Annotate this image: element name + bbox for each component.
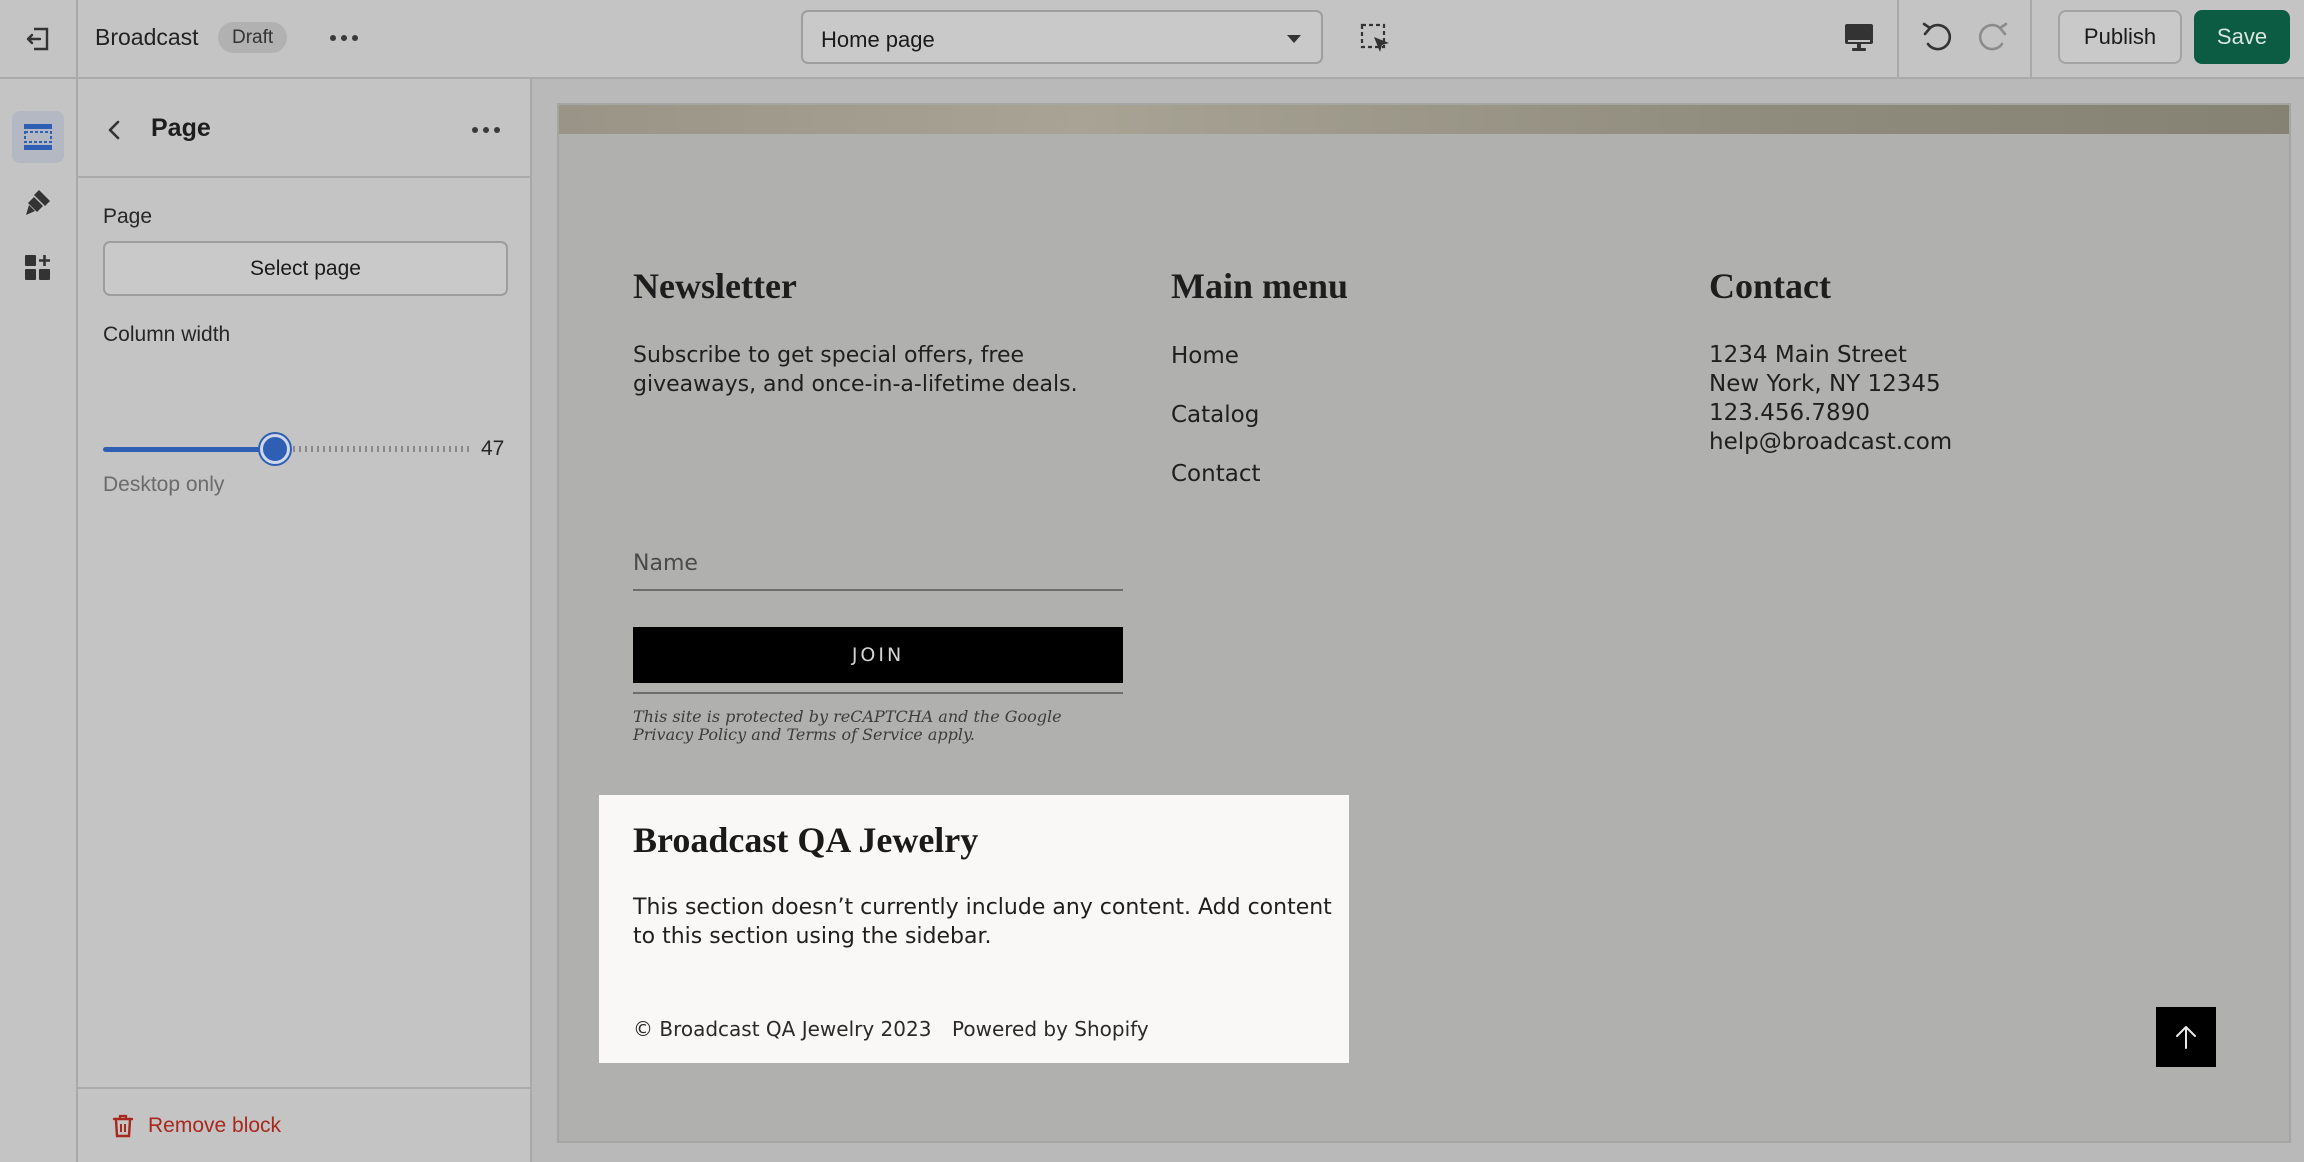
save-button[interactable]: Save — [2194, 10, 2290, 64]
menu-link-contact[interactable]: Contact — [1171, 461, 1261, 487]
undo-icon — [1918, 18, 1956, 56]
exit-button[interactable] — [0, 0, 78, 77]
theme-preview — [557, 103, 2291, 1143]
apps-nav-button[interactable] — [12, 242, 64, 294]
publish-button[interactable]: Publish — [2058, 10, 2182, 64]
slider-thumb[interactable] — [260, 434, 290, 464]
newsletter-name-input[interactable]: Name — [633, 541, 1123, 591]
select-page-button[interactable]: Select page — [103, 241, 508, 296]
arrow-up-icon — [2174, 1024, 2198, 1050]
contact-email-line[interactable]: help@broadcast.com — [1709, 429, 1953, 455]
column-width-label: Column width — [103, 323, 231, 346]
column-width-slider[interactable] — [103, 434, 469, 464]
recaptcha-notice: This site is protected by reCAPTCHA and the Google Privacy Policy and Terms of Service apply. — [633, 707, 1062, 744]
sections-icon — [23, 123, 53, 151]
chevron-left-icon — [102, 117, 128, 143]
back-button[interactable] — [102, 117, 128, 143]
select-cursor-icon — [1359, 22, 1393, 56]
store-name: Broadcast — [95, 24, 199, 50]
column-width-help: Desktop only — [103, 473, 225, 496]
back-to-top-button[interactable] — [2156, 1007, 2216, 1067]
caret-down-icon — [1287, 35, 1301, 43]
brand-empty-text: This section doesn’t currently include any content. Add content to this section using the sidebar. — [633, 895, 1332, 949]
trash-icon — [112, 1114, 134, 1138]
redo-button[interactable] — [1974, 18, 2012, 56]
powered-by-link[interactable]: Powered by Shopify — [952, 1017, 1149, 1041]
exit-icon — [24, 25, 52, 53]
toolbar-divider — [2030, 0, 2032, 77]
newsletter-text: Subscribe to get special offers, free giveaways, and once-in-a-lifetime deals. — [633, 343, 1078, 397]
column-width-value: 47 — [481, 437, 505, 460]
template-select[interactable] — [801, 10, 1323, 64]
apps-icon — [23, 253, 53, 283]
more-actions-button[interactable] — [326, 22, 362, 54]
main-menu-heading: Main menu — [1171, 266, 1349, 306]
contact-address-line: 1234 Main Street — [1709, 342, 1907, 368]
block-settings-panel — [78, 79, 532, 1162]
slider-track-filled — [103, 447, 275, 452]
newsletter-heading: Newsletter — [633, 266, 797, 306]
template-select-value: Home page — [821, 27, 935, 52]
editor-nav-rail — [0, 79, 78, 1162]
sections-nav-button[interactable] — [12, 111, 64, 163]
inspector-button[interactable] — [1359, 22, 1393, 56]
more-horizontal-icon — [472, 127, 500, 133]
top-bar — [0, 0, 2304, 79]
panel-title: Page — [151, 114, 211, 142]
desktop-icon — [1840, 20, 1878, 56]
theme-settings-nav-button[interactable] — [12, 176, 64, 228]
menu-link-home[interactable]: Home — [1171, 343, 1239, 369]
redo-icon — [1974, 18, 2012, 56]
contact-phone-line: 123.456.7890 — [1709, 400, 1870, 426]
status-badge: Draft — [218, 22, 287, 53]
block-more-button[interactable] — [468, 117, 504, 143]
contact-heading: Contact — [1709, 266, 1831, 306]
brand-title: Broadcast QA Jewelry — [633, 820, 979, 860]
selected-brand-block[interactable] — [599, 795, 1349, 1063]
panel-header — [78, 79, 530, 178]
more-horizontal-icon — [330, 35, 358, 41]
hero-image-strip — [559, 105, 2289, 134]
slider-track-empty — [293, 446, 469, 452]
remove-block-label: Remove block — [148, 1114, 282, 1137]
contact-city-line: New York, NY 12345 — [1709, 371, 1941, 397]
desktop-view-button[interactable] — [1840, 20, 1878, 56]
remove-block-button[interactable] — [112, 1114, 281, 1138]
paintbrush-icon — [23, 187, 53, 217]
newsletter-join-button[interactable]: JOIN — [633, 627, 1123, 683]
page-field-label: Page — [103, 205, 153, 228]
copyright-text: © Broadcast QA Jewelry 2023 — [633, 1017, 932, 1041]
undo-button[interactable] — [1918, 18, 1956, 56]
toolbar-divider — [1897, 0, 1899, 77]
panel-footer — [78, 1087, 530, 1162]
menu-link-catalog[interactable]: Catalog — [1171, 402, 1260, 428]
